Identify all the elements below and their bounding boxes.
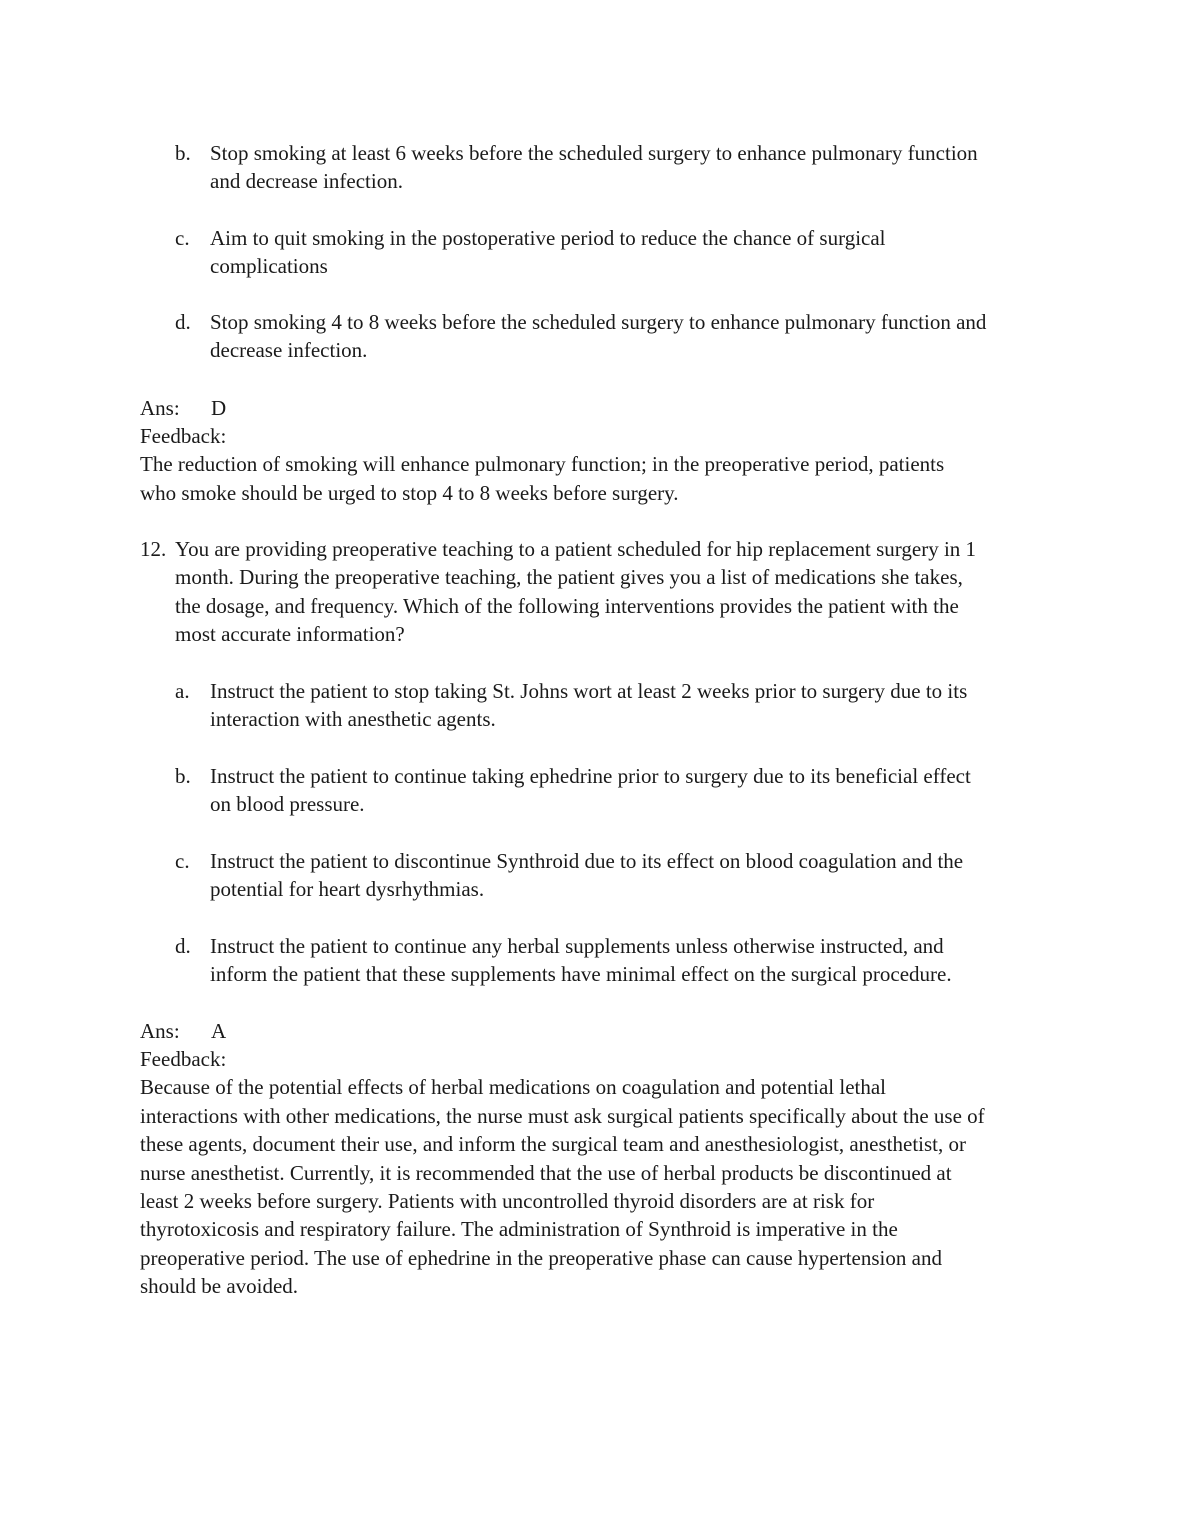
- text-line: month. During the preoperative teaching, the patient gives you a list of medications she takes,: [175, 565, 963, 590]
- feedback-line: Because of the potential effects of herbal medications on coagulation and potential lethal: [140, 1075, 887, 1100]
- text-line: Instruct the patient to stop taking St. Johns wort at least 2 weeks prior to surgery due to its: [210, 679, 968, 703]
- feedback-line: The reduction of smoking will enhance pulmonary function; in the preoperative period, patients: [140, 452, 945, 477]
- answer-label: Ans:: [140, 396, 180, 420]
- feedback-label: Feedback:: [140, 424, 227, 448]
- text-line: Instruct the patient to discontinue Synthroid due to its effect on blood coagulation and the: [210, 849, 964, 873]
- option-letter: d.: [175, 310, 191, 334]
- feedback-line: interactions with other medications, the nurse must ask surgical patients specifically about the use of: [140, 1103, 985, 1128]
- q11-feedback: [140, 422, 944, 507]
- option-text: [210, 308, 986, 365]
- text-line: You are providing preoperative teaching to a patient scheduled for hip replacement surgery in 1: [175, 537, 977, 561]
- text-line: on blood pressure.: [210, 792, 365, 817]
- option-letter: c.: [175, 849, 190, 873]
- option-letter: b.: [175, 141, 191, 165]
- answer-label: Ans:: [140, 1019, 180, 1043]
- question-text: [175, 535, 976, 649]
- text-line: and decrease infection.: [210, 169, 403, 194]
- option-text: [210, 932, 952, 989]
- feedback-line: nurse anesthetist. Currently, it is recommended that the use of herbal products be discontinued at: [140, 1160, 952, 1185]
- text-line: most accurate information?: [175, 622, 405, 647]
- text-line: inform the patient that these supplements have minimal effect on the surgical procedure.: [210, 962, 952, 987]
- feedback-line: who smoke should be urged to stop 4 to 8 weeks before surgery.: [140, 480, 679, 505]
- feedback-label: Feedback:: [140, 1047, 227, 1071]
- text-line: Instruct the patient to continue any herbal supplements unless otherwise instructed, and: [210, 934, 944, 958]
- answer-value: D: [211, 396, 227, 420]
- option-text: [210, 224, 886, 281]
- text-line: potential for heart dysrhythmias.: [210, 877, 485, 902]
- feedback-line: least 2 weeks before surgery. Patients with uncontrolled thyroid disorders are at risk for: [140, 1189, 875, 1214]
- feedback-line: should be avoided.: [140, 1274, 299, 1299]
- text-line: Stop smoking at least 6 weeks before the scheduled surgery to enhance pulmonary function: [210, 141, 978, 165]
- option-text: [210, 762, 971, 819]
- text-line: Instruct the patient to continue taking ephedrine prior to surgery due to its beneficial effect: [210, 764, 971, 788]
- text-line: Stop smoking 4 to 8 weeks before the scheduled surgery to enhance pulmonary function and: [210, 310, 987, 334]
- option-letter: a.: [175, 679, 190, 703]
- answer-value: A: [211, 1019, 227, 1043]
- text-line: decrease infection.: [210, 338, 368, 363]
- option-letter: c.: [175, 226, 190, 250]
- option-letter: d.: [175, 934, 191, 958]
- text-line: Aim to quit smoking in the postoperative period to reduce the chance of surgical: [210, 226, 886, 250]
- option-text: [210, 847, 963, 904]
- feedback-line: thyrotoxicosis and respiratory failure. The administration of Synthroid is imperative in the: [140, 1217, 898, 1242]
- text-line: interaction with anesthetic agents.: [210, 707, 496, 732]
- feedback-line: these agents, document their use, and inform the surgical team and anesthesiologist, anesthetist, or: [140, 1132, 966, 1157]
- text-line: the dosage, and frequency. Which of the following interventions provides the patient with the: [175, 593, 959, 618]
- option-text: [210, 139, 978, 196]
- question-number: 12.: [140, 537, 167, 561]
- feedback-line: preoperative period. The use of ephedrine in the preoperative phase can cause hypertension and: [140, 1245, 942, 1270]
- text-line: complications: [210, 254, 328, 279]
- q12-feedback: [140, 1045, 985, 1301]
- option-letter: b.: [175, 764, 191, 788]
- option-text: [210, 677, 967, 734]
